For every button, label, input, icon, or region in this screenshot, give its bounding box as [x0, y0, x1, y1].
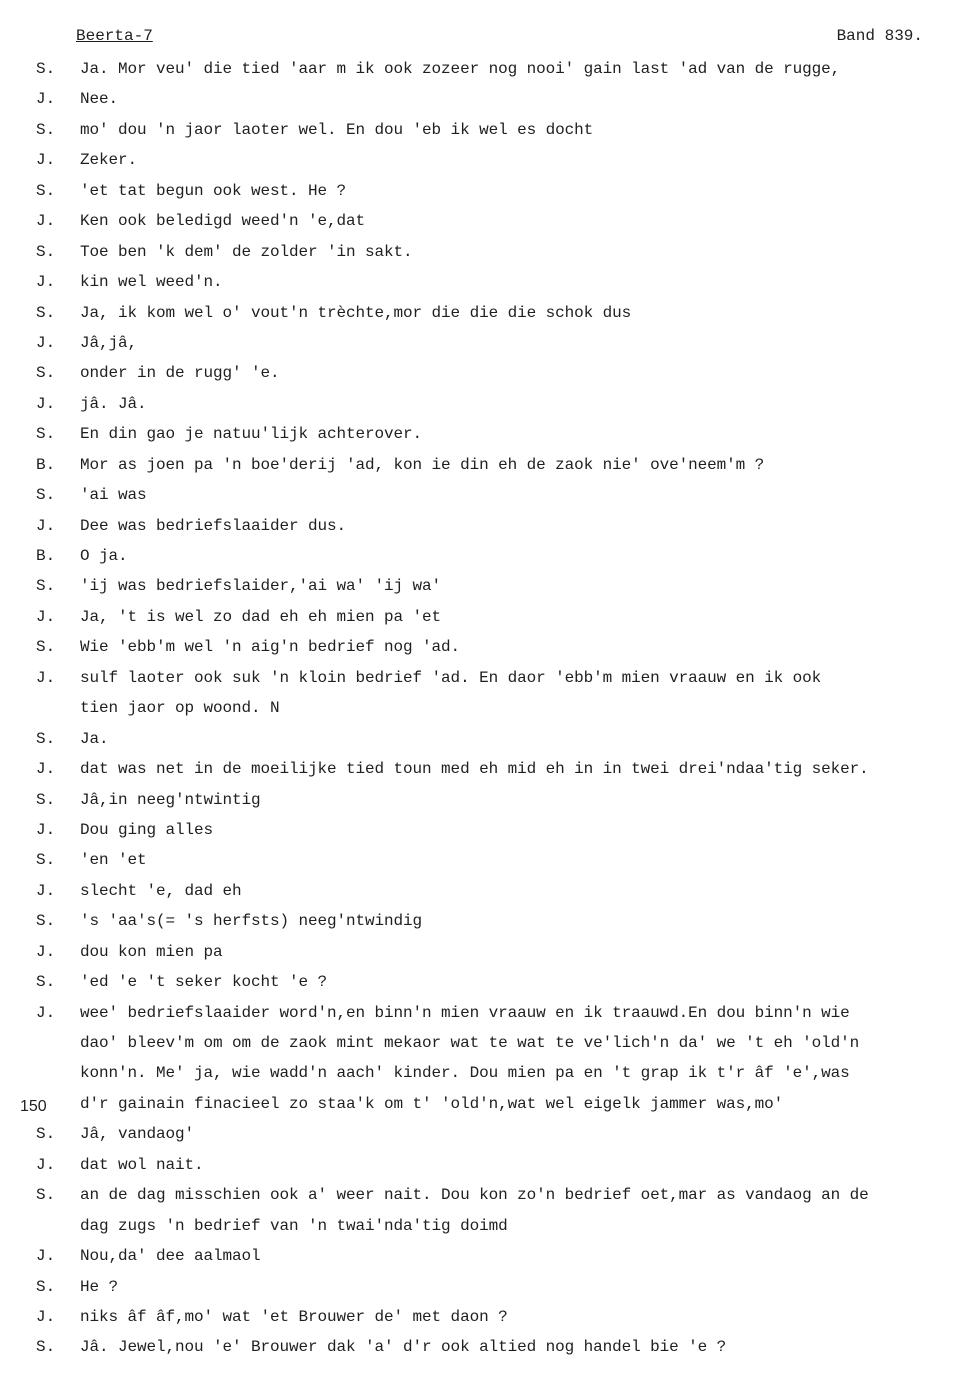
transcript-line	[0, 237, 973, 267]
speaker-label: S.	[36, 1338, 56, 1357]
speaker-label: S.	[36, 120, 56, 139]
transcript-line	[0, 54, 973, 84]
speaker-label: J.	[36, 942, 56, 961]
transcript-line	[0, 632, 973, 662]
transcript-line	[0, 1028, 973, 1058]
utterance-text: O ja.	[80, 547, 128, 565]
utterance-text: 'et tat begun ook west. He ?	[80, 181, 347, 200]
transcript-line	[0, 815, 973, 845]
transcript-line	[0, 115, 973, 145]
utterance-text: He ?	[80, 1277, 119, 1296]
speaker-label: J.	[36, 333, 56, 352]
utterance-text: sulf laoter ook suk 'n kloin bedrief 'ad. En daor 'ebb'm mien vraauw en ik ook	[80, 668, 822, 687]
transcript-line	[0, 663, 973, 693]
utterance-text: dou kon mien pa	[80, 942, 223, 961]
transcript-line	[0, 937, 973, 967]
transcript-line	[0, 358, 973, 388]
speaker-label: S.	[36, 364, 56, 383]
utterance-text: 'ai was	[80, 486, 147, 505]
utterance-text: Jâ,in neeg'ntwintig	[80, 790, 261, 809]
transcript-line	[0, 1089, 973, 1119]
speaker-label: B.	[36, 547, 56, 565]
transcript-line	[0, 1180, 973, 1210]
speaker-label: J.	[36, 881, 56, 900]
transcript-line	[0, 845, 973, 875]
transcript-line	[0, 298, 973, 328]
speaker-label: S.	[36, 638, 56, 657]
speaker-label: S.	[36, 1125, 56, 1144]
utterance-text: Dee was bedriefslaaider dus.	[80, 516, 347, 535]
speaker-label: B.	[36, 455, 56, 474]
transcript-line	[0, 1150, 973, 1180]
utterance-text: Jâ, vandaog'	[80, 1125, 195, 1144]
utterance-text: Ja.	[80, 729, 109, 748]
transcript-line	[0, 754, 973, 784]
transcript-line	[0, 1241, 973, 1271]
transcript-line	[0, 328, 973, 358]
utterance-text: mo' dou 'n jaor laoter wel. En dou 'eb ik wel es docht	[80, 120, 594, 139]
utterance-text: 'ij was bedriefslaider,'ai wa' 'ij wa'	[80, 577, 442, 596]
utterance-text: 'en 'et	[80, 851, 147, 870]
transcript-line	[0, 389, 973, 419]
transcript-line	[0, 84, 973, 114]
transcript-line	[0, 450, 973, 480]
utterance-text: an de dag misschien ook a' weer nait. Dou kon zo'n bedrief oet,mar as vandaog an de	[80, 1186, 869, 1205]
speaker-label: J.	[36, 1003, 56, 1022]
transcript-line	[0, 967, 973, 997]
utterance-text: Nee.	[80, 90, 119, 109]
speaker-label: S.	[36, 486, 56, 505]
utterance-text: dao' bleev'm om om de zaok mint mekaor wat te wat te ve'lich'n da' we 't eh 'old'n	[80, 1034, 860, 1052]
utterance-text: konn'n. Me' ja, wie wadd'n aach' kinder. Dou mien pa en 't grap ik t'r âf 'e',was	[80, 1064, 850, 1083]
utterance-text: dat wol nait.	[80, 1155, 204, 1174]
speaker-label: S.	[36, 425, 56, 444]
speaker-label: S.	[36, 729, 56, 748]
speaker-label: J.	[36, 607, 56, 626]
utterance-text: Wie 'ebb'm wel 'n aig'n bedrief nog 'ad.	[80, 638, 461, 657]
utterance-text: 'ed 'e 't seker kocht 'e ?	[80, 973, 328, 992]
speaker-label: J.	[36, 516, 56, 535]
speaker-label: S.	[36, 1186, 56, 1205]
utterance-text: Nou,da' dee aalmaol	[80, 1247, 261, 1266]
transcript-line	[0, 206, 973, 236]
utterance-text: Ja, 't is wel zo dad eh eh mien pa 'et	[80, 607, 442, 626]
speaker-label: J.	[36, 212, 56, 231]
utterance-text: Toe ben 'k dem' de zolder 'in sakt.	[80, 242, 413, 261]
transcript-line	[0, 998, 973, 1028]
utterance-text: Ken ook beledigd weed'n 'e,dat	[80, 212, 366, 231]
transcript-line	[0, 511, 973, 541]
transcript-line	[0, 1119, 973, 1149]
utterance-text: Dou ging alles	[80, 820, 214, 839]
transcript-body	[0, 54, 973, 1363]
transcript-line	[0, 176, 973, 206]
transcript-line	[0, 1211, 973, 1241]
margin-note: 150	[20, 1098, 47, 1115]
transcript-line	[0, 785, 973, 815]
speaker-label: J.	[36, 273, 56, 292]
speaker-label: J.	[36, 394, 56, 413]
speaker-label: S.	[36, 181, 56, 200]
speaker-label: J.	[36, 668, 56, 687]
speaker-label: J.	[36, 760, 56, 779]
transcript-line	[0, 267, 973, 297]
transcript-line	[0, 602, 973, 632]
utterance-text: Mor as joen pa 'n boe'derij 'ad, kon ie din eh de zaok nie' ove'neem'm ?	[80, 455, 765, 474]
transcript-line	[0, 1302, 973, 1332]
transcript-line	[0, 724, 973, 754]
transcript-line	[0, 906, 973, 936]
speaker-label: J.	[36, 1247, 56, 1266]
utterance-text: Jâ. Jewel,nou 'e' Brouwer dak 'a' d'r ook altied nog handel bie 'e ?	[80, 1338, 727, 1357]
transcript-line	[0, 1332, 973, 1362]
speaker-label: S.	[36, 1277, 56, 1296]
speaker-label: J.	[36, 90, 56, 109]
transcript-line	[0, 419, 973, 449]
speaker-label: S.	[36, 60, 56, 78]
utterance-text: En din gao je natuu'lijk achterover.	[80, 425, 423, 444]
speaker-label: J.	[36, 820, 56, 839]
speaker-label: S.	[36, 790, 56, 809]
transcript-line	[0, 1058, 973, 1088]
utterance-text: wee' bedriefslaaider word'n,en binn'n mien vraauw en ik traauwd.En dou binn'n wie	[80, 1003, 850, 1022]
transcript-line	[0, 145, 973, 175]
utterance-text: Ja, ik kom wel o' vout'n trèchte,mor die die die schok dus	[80, 303, 632, 322]
utterance-text: Zeker.	[80, 151, 138, 170]
speaker-label: S.	[36, 577, 56, 596]
utterance-text: jâ. Jâ.	[80, 394, 147, 413]
speaker-label: S.	[36, 851, 56, 870]
utterance-text: Ja. Mor veu' die tied 'aar m ik ook zozeer nog nooi' gain last 'ad van de rugge,	[80, 60, 841, 78]
transcript-line	[0, 571, 973, 601]
utterance-text: tien jaor op woond. N	[80, 699, 280, 718]
utterance-text: dat was net in de moeilijke tied toun med eh mid eh in in twei drei'ndaa'tig seker.	[80, 760, 869, 779]
utterance-text: Jâ,jâ,	[80, 333, 138, 352]
speaker-label: S.	[36, 973, 56, 992]
band-number: Band 839.	[836, 27, 923, 45]
utterance-text: d'r gainain finacieel zo staa'k om t' 'old'n,wat wel eigelk jammer was,mo'	[80, 1094, 784, 1113]
transcript-line	[0, 480, 973, 510]
utterance-text: onder in de rugg' 'e.	[80, 364, 280, 383]
utterance-text: dag zugs 'n bedrief van 'n twai'nda'tig doimd	[80, 1216, 508, 1235]
speaker-label: S.	[36, 242, 56, 261]
utterance-text: niks âf âf,mo' wat 'et Brouwer de' met daon ?	[80, 1307, 508, 1326]
speaker-label: S.	[36, 912, 56, 931]
document-title: Beerta-7	[76, 27, 153, 45]
transcript-line	[0, 1272, 973, 1302]
speaker-label: J.	[36, 1155, 56, 1174]
utterance-text: slecht 'e, dad eh	[80, 881, 242, 900]
utterance-text: 's 'aa's(= 's herfsts) neeg'ntwindig	[80, 912, 423, 931]
speaker-label: J.	[36, 1307, 56, 1326]
transcript-line	[0, 541, 973, 571]
transcript-line	[0, 876, 973, 906]
utterance-text: kin wel weed'n.	[80, 273, 223, 292]
speaker-label: S.	[36, 303, 56, 322]
transcript-line	[0, 693, 973, 723]
speaker-label: J.	[36, 151, 56, 170]
